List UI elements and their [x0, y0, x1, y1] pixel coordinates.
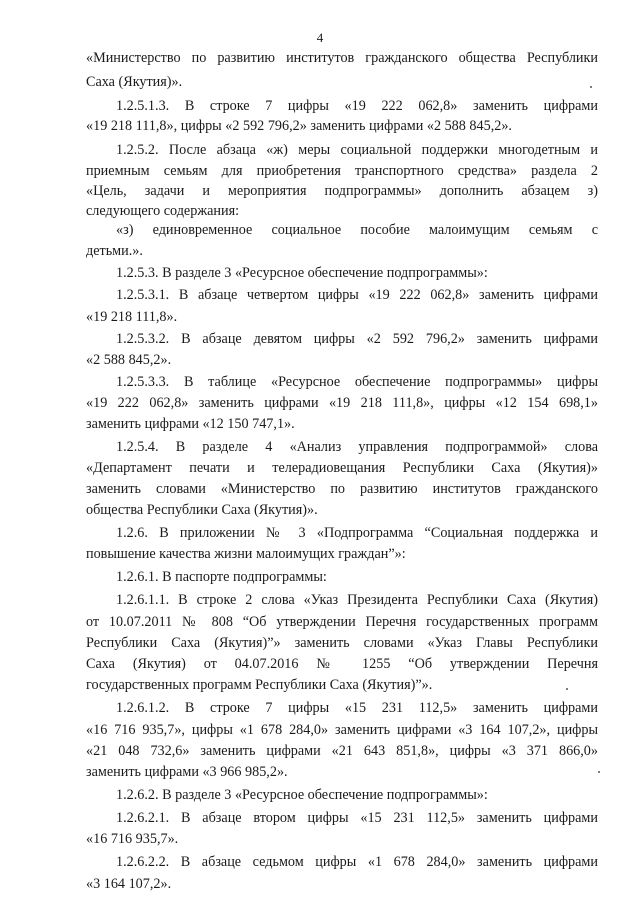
text-line: 1.2.6.1.2. В строке 7 цифры «15 231 112,5» заменить цифрами [116, 700, 598, 716]
text-line: «3 164 107,2». [86, 876, 172, 892]
text-line: Саха (Якутия)». [86, 74, 183, 90]
text-line: «Департамент печати и телерадиовещания Республики Саха (Якутия)» [86, 460, 598, 476]
text-line: «19 218 111,8», цифры «2 592 796,2» заменить цифрами «2 588 845,2». [86, 118, 512, 134]
text-line: Республики Саха (Якутия)”» заменить словами «Указ Главы Республики [86, 635, 598, 651]
text-line: 1.2.6. В приложении № 3 «Подпрограмма “Социальная поддержка и [116, 525, 598, 541]
text-line: «16 716 935,7». [86, 831, 179, 847]
text-line: «Цель, задачи и мероприятия подпрограммы» дополнить абзацем з) [86, 183, 598, 199]
text-line: 1.2.5.3.2. В абзаце девятом цифры «2 592 796,2» заменить цифрами [116, 331, 598, 347]
text-line: детьми.». [86, 243, 143, 259]
text-line: «з) единовременное социальное пособие малоимущим семьям с [116, 222, 598, 238]
text-line: «19 218 111,8». [86, 309, 178, 325]
text-line: 1.2.5.3.3. В таблице «Ресурсное обеспечение подпрограммы» цифры [116, 374, 598, 390]
text-line: «21 048 732,6» заменить цифрами «21 643 851,8», цифры «3 371 866,0» [86, 743, 598, 759]
text-line: 1.2.5.2. После абзаца «ж) меры социальной поддержки многодетным и [116, 142, 598, 158]
text-line: «16 716 935,7», цифры «1 678 284,0» заменить цифрами «3 164 107,2», цифры [86, 722, 598, 738]
scan-speck [566, 688, 568, 690]
text-line: 1.2.5.1.3. В строке 7 цифры «19 222 062,8» заменить цифрами [116, 98, 598, 114]
text-line: 1.2.6.1. В паспорте подпрограммы: [116, 569, 327, 585]
text-line: заменить цифрами «3 966 985,2». [86, 764, 288, 780]
scan-speck [598, 771, 600, 773]
text-line: «19 222 062,8» заменить цифрами «19 218 111,8», цифры «12 154 698,1» [86, 395, 598, 411]
text-line: 1.2.5.3.1. В абзаце четвертом цифры «19 222 062,8» заменить цифрами [116, 287, 598, 303]
text-line: «2 588 845,2». [86, 352, 172, 368]
page-number: 4 [316, 30, 324, 45]
text-line: общества Республики Саха (Якутия)». [86, 502, 318, 518]
text-line: Саха (Якутия) от 04.07.2016 № 1255 “Об утверждении Перечня [86, 656, 598, 672]
text-line: приемным семьям для приобретения транспортного средства» раздела 2 [86, 163, 598, 179]
text-line: от 10.07.2011 № 808 “Об утверждении Перечня государственных программ [86, 614, 598, 630]
text-line: заменить цифрами «12 150 747,1». [86, 416, 295, 432]
text-line: 1.2.5.3. В разделе 3 «Ресурсное обеспечение подпрограммы»: [116, 265, 488, 281]
text-line: 1.2.6.2. В разделе 3 «Ресурсное обеспечение подпрограммы»: [116, 787, 488, 803]
text-line: 1.2.6.1.1. В строке 2 слова «Указ Президента Республики Саха (Якутия) [116, 592, 598, 608]
text-line: следующего содержания: [86, 203, 240, 219]
text-line: государственных программ Республики Саха (Якутия)”». [86, 677, 433, 693]
text-line: 1.2.5.4. В разделе 4 «Анализ управления подпрограммой» слова [116, 439, 598, 455]
text-line: 1.2.6.2.2. В абзаце седьмом цифры «1 678 284,0» заменить цифрами [116, 854, 598, 870]
text-line: повышение качества жизни малоимущих граждан”»: [86, 546, 406, 562]
scan-speck [590, 86, 592, 88]
text-line: «Министерство по развитию институтов гражданского общества Республики [86, 50, 598, 66]
text-line: 1.2.6.2.1. В абзаце втором цифры «15 231 112,5» заменить цифрами [116, 810, 598, 826]
text-line: заменить словами «Министерство по развитию институтов гражданского [86, 481, 598, 497]
